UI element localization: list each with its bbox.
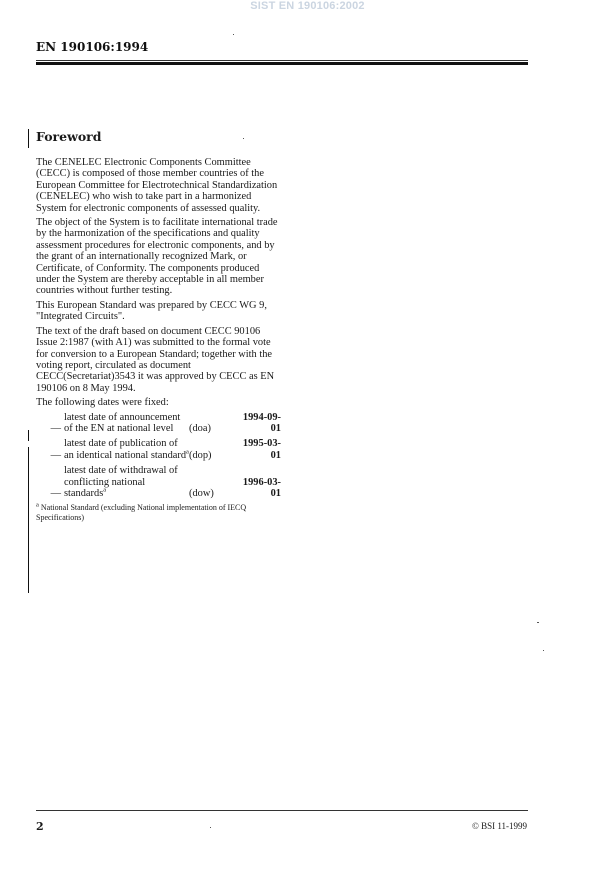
dash-marker: —: [50, 422, 61, 434]
date-abbreviation: (dow): [189, 487, 214, 499]
scan-speck: [210, 827, 211, 828]
document-id: EN 190106:1994: [36, 40, 149, 54]
footer-rule: [36, 810, 528, 811]
date-value: 1995-03-01: [242, 438, 281, 461]
change-bar: [28, 447, 29, 593]
date-value: 1994-09-01: [242, 411, 281, 434]
date-label: latest date of announcement of the EN at national level: [64, 411, 181, 434]
change-bar: [28, 129, 29, 148]
foreword-section: [36, 130, 281, 522]
section-heading: Foreword: [36, 129, 102, 144]
footnote-marker: a: [36, 501, 39, 509]
scan-speck: [243, 138, 244, 139]
date-abbreviation: (dop): [189, 449, 212, 461]
scan-speck: [233, 34, 234, 35]
footnote: [36, 503, 281, 522]
paragraph-draft: The text of the draft based on document CECC 90106 Issue 2:1987 (with A1) was submitted to the formal vote for conversion to a European Standard; together with the voting report, circulated as document CECC(Secretariat)3543 it was approved by CECC as EN 190106 on 8 May 1994.: [36, 325, 275, 394]
page-number: 2: [36, 820, 44, 833]
scan-speck: [537, 622, 539, 623]
copyright-notice: © BSI 11-1999: [471, 821, 527, 831]
date-value: 1996-03-01: [242, 476, 281, 499]
paragraph-cecc: The CENELEC Electronic Components Committee (CECC) is composed of those member countries of the European Committee for Electrotechnical Standardization (CENELEC) who wish to take part in a harmonized System for electronic components of assessed quality.: [36, 157, 278, 214]
scan-speck: [543, 650, 544, 651]
change-bar: [28, 430, 29, 441]
footnote-ref: a: [186, 448, 189, 456]
date-row-dow: [36, 465, 281, 499]
paragraph-object: The object of the System is to facilitate international trade by the harmonization of the specifications and quality assessment procedures for electronic components, and by the grant of an internationally recognized Mark, or Certificate, of Conformity. The components produced under the System are thereby acceptable in all member countries without further testing.: [36, 217, 278, 297]
watermark: SIST EN 190106:2002: [250, 0, 365, 12]
dash-marker: —: [50, 487, 61, 499]
date-label: latest date of publication of an identical national standard$^a$: [64, 438, 189, 461]
header-rule-thick: [36, 62, 528, 65]
paragraph-prepared-by: This European Standard was prepared by CECC WG 9, "Integrated Circuits".: [36, 299, 267, 323]
date-label: latest date of withdrawal of conflicting national standards$^a$: [64, 465, 178, 499]
paragraph-dates-intro: The following dates were fixed:: [36, 397, 169, 409]
header-rule-thin: [36, 60, 528, 61]
date-abbreviation: (doa): [189, 422, 211, 434]
footnote-ref: a: [103, 486, 107, 494]
dates-list: [36, 412, 281, 500]
dash-marker: —: [50, 449, 61, 461]
date-row-doa: [36, 412, 281, 435]
footnote-text: National Standard (excluding National implementation of IECQ Specifications): [36, 503, 247, 522]
date-row-dop: [36, 438, 281, 461]
